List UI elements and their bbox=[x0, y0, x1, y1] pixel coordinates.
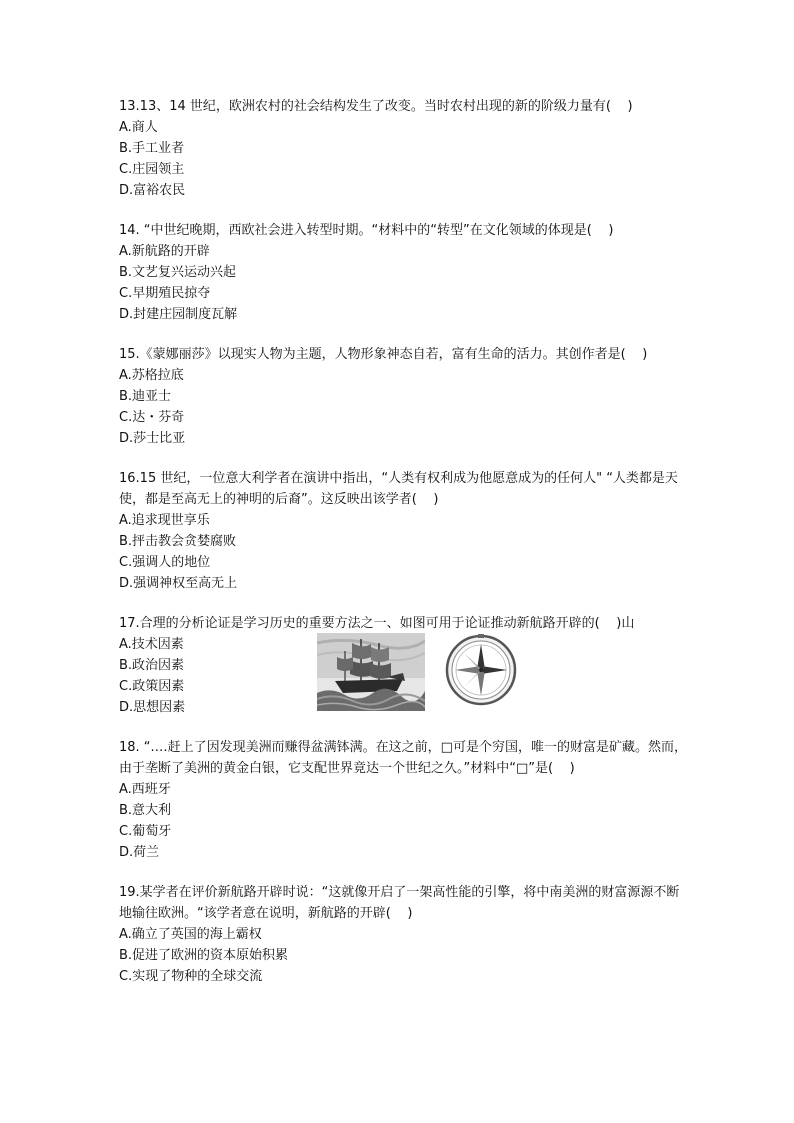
option-a: A.技术因素 bbox=[119, 637, 184, 652]
option-c: C.达・芬奇 bbox=[119, 410, 185, 425]
option-b: B.政治因素 bbox=[119, 658, 185, 673]
option-b: B.促进了欧洲的资本原始积累 bbox=[119, 948, 289, 963]
question-13 bbox=[119, 96, 689, 201]
question-stem: 17.合理的分析论证是学习历史的重要方法之一、如图可用于论证推动新航路开辟的( )山 bbox=[119, 616, 635, 631]
option-d: D.思想因素 bbox=[119, 700, 186, 715]
question-list bbox=[119, 96, 689, 1006]
option-a: A.商人 bbox=[119, 120, 158, 135]
question-stem: 14. “中世纪晚期，西欧社会进入转型时期。“材料中的“转型”在文化领域的体现是( ) bbox=[119, 223, 614, 238]
option-b: B.迪亚士 bbox=[119, 389, 172, 404]
question-15 bbox=[119, 344, 689, 449]
option-a: A.确立了英国的海上霸权 bbox=[119, 927, 262, 942]
question-stem: 18. “.…赶上了因发现美洲而赚得盆满钵满。在这之前，□可是个穷国，唯一的财富是矿藏。然而，由于垄断了美洲的黄金白银，它支配世界竟达一个世纪之久。”材料中“□”是( ) bbox=[119, 740, 687, 776]
question-stem: 19.某学者在评价新航路开辟时说：“这就像开启了一架高性能的引擎，将中南美洲的财富源源不断地输往欧洲。“该学者意在说明，新航路的开辟( ) bbox=[119, 885, 680, 921]
question-stem: 13.13、14 世纪，欧洲农村的社会结构发生了改变。当时农村出现的新的阶级力量有( ) bbox=[119, 99, 633, 114]
option-b: B.文艺复兴运动兴起 bbox=[119, 265, 237, 280]
option-a: A.西班牙 bbox=[119, 782, 171, 797]
option-c: C.实现了物种的全球交流 bbox=[119, 969, 263, 984]
sailing-ship-image bbox=[317, 633, 425, 711]
option-b: B.意大利 bbox=[119, 803, 172, 818]
option-c: C.庄园领主 bbox=[119, 162, 185, 177]
option-d: D.强调神权至高无上 bbox=[119, 576, 238, 591]
question-17 bbox=[119, 613, 689, 718]
option-d: D.莎士比亚 bbox=[119, 431, 186, 446]
question-19 bbox=[119, 882, 689, 987]
option-b: B.手工业者 bbox=[119, 141, 185, 156]
question-18 bbox=[119, 737, 689, 863]
option-a: A.苏格拉底 bbox=[119, 368, 184, 383]
question-figures bbox=[317, 633, 517, 711]
option-a: A.追求现世享乐 bbox=[119, 513, 210, 528]
option-a: A.新航路的开辟 bbox=[119, 244, 210, 259]
compass-image bbox=[445, 634, 517, 706]
option-c: C.早期殖民掠夺 bbox=[119, 286, 211, 301]
option-c: C.葡萄牙 bbox=[119, 824, 172, 839]
option-c: C.强调人的地位 bbox=[119, 555, 211, 570]
option-b: B.抨击教会贪婪腐败 bbox=[119, 534, 237, 549]
question-stem: 15.《蒙娜丽莎》以现实人物为主题，人物形象神态自若，富有生命的活力。其创作者是( ) bbox=[119, 347, 648, 362]
option-d: D.荷兰 bbox=[119, 845, 160, 860]
option-d: D.富裕农民 bbox=[119, 183, 186, 198]
option-c: C.政策因素 bbox=[119, 679, 185, 694]
question-stem: 16.15 世纪，一位意大利学者在演讲中指出，“人类有权利成为他愿意成为的任何人" “人类都是天使，都是至高无上的神明的后裔”。这反映出该学者( ) bbox=[119, 471, 678, 507]
option-d: D.封建庄园制度瓦解 bbox=[119, 307, 238, 322]
question-14 bbox=[119, 220, 689, 325]
question-16 bbox=[119, 468, 689, 594]
